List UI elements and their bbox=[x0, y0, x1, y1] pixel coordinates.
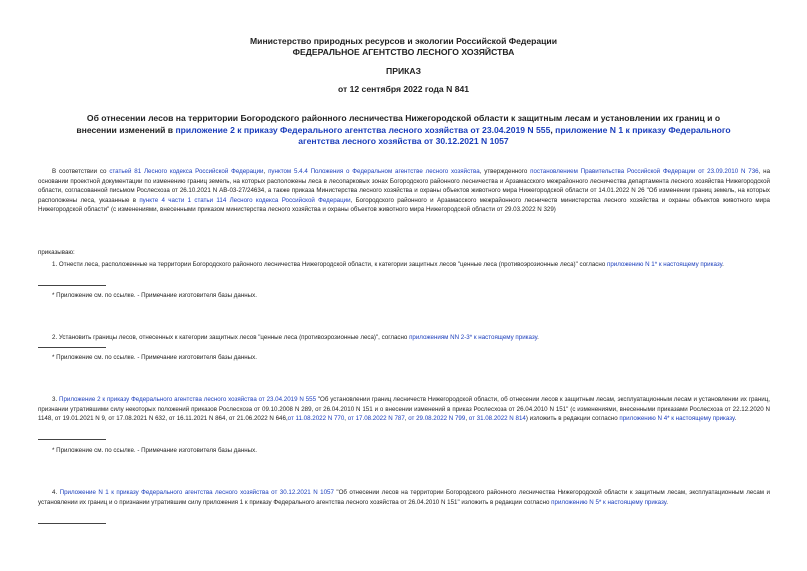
link-order-787[interactable]: от 17.08.2022 N 787 bbox=[347, 415, 405, 422]
item-3-text: ) изложить в редакции согласно bbox=[525, 415, 620, 422]
item-4-end: . bbox=[666, 498, 669, 506]
item-1-end: . bbox=[722, 261, 724, 268]
order-date: от 12 сентября 2022 года N 841 bbox=[337, 84, 470, 94]
item-3-text: , bbox=[344, 415, 348, 422]
title-separator: , bbox=[550, 124, 556, 135]
link-regulation-5-4-4[interactable]: пунктом 5.4.4 Положения о Федеральном агентстве лесного хозяйства bbox=[268, 168, 480, 175]
agency-name: ФЕДЕРАЛЬНОЕ АГЕНТСТВО ЛЕСНОГО ХОЗЯЙСТВА bbox=[292, 47, 515, 57]
link-forest-code-art81[interactable]: статьей 81 Лесного кодекса Российской Федерации bbox=[109, 168, 264, 175]
link-order-799[interactable]: от 29.08.2022 N 799 bbox=[408, 415, 466, 422]
footnote: * Приложение см. по ссылке. - Примечание изготовителя базы данных. bbox=[52, 354, 257, 361]
item-4-number: 4. bbox=[52, 489, 60, 496]
item-3-number: 3. bbox=[52, 396, 59, 403]
order-intro: приказываю: bbox=[38, 249, 75, 256]
item-2 bbox=[38, 333, 770, 343]
item-1-text: 1. Отнести леса, расположенные на территории Богородского районного лесничества Нижегородской области, к категории защитных лесов "ценные леса (противоэрозионные леса)" согласно bbox=[52, 261, 607, 268]
footnote-divider bbox=[38, 347, 106, 348]
item-2-text: 2. Установить границы лесов, отнесенных к категории защитных лесов "ценные леса (противоэрозионные леса)", согласно bbox=[52, 334, 410, 341]
link-order-814[interactable]: от 31.08.2022 N 814 bbox=[468, 415, 526, 422]
preamble-text: В соответствии со bbox=[52, 168, 110, 175]
item-3-text: , bbox=[404, 415, 409, 422]
footnote-divider bbox=[38, 523, 106, 524]
link-appendix-1-order-1057[interactable]: Приложение N 1 к приказу Федерального агентства лесного хозяйства от 30.12.2021 N 1057 bbox=[59, 489, 334, 496]
link-government-decree-736[interactable]: постановлением Правительства Российской Федерации от 23.09.2010 N 736 bbox=[530, 168, 759, 175]
link-forest-code-art114[interactable]: пункте 4 части 1 статьи 114 Лесного кодекса Российской Федерации bbox=[139, 196, 351, 204]
link-appendices-2-3[interactable]: приложениям NN 2-3* к настоящему приказу bbox=[409, 334, 538, 341]
footnote-divider bbox=[38, 285, 106, 286]
item-4-text: "Об отнесении лесов на территории Богородского районного лесничества Нижегородской области к защитным лесам, эксплуатационным лесам и установлении их границ и о признании утратившим силу приложения 1 к приказу Федерального агентства лесного хозяйства от 26.04.2010 N 151" изложить в редакции согласно bbox=[38, 489, 770, 506]
document-title bbox=[70, 113, 737, 148]
link-appendix-5[interactable]: приложению N 5* к настоящему приказу bbox=[551, 498, 667, 506]
item-2-end: . bbox=[537, 334, 539, 341]
title-link-order-555[interactable]: приложение 2 к приказу Федерального агентства лесного хозяйства от 23.04.2019 N 555 bbox=[175, 124, 551, 135]
item-4 bbox=[38, 488, 770, 507]
link-appendix-1[interactable]: приложению N 1* к настоящему приказу bbox=[606, 261, 723, 268]
preamble-text: , на основании проектной документации по изменению границ земель, на которых расположены леса в лесопарковых зонах Богородского районного лесничества и Арзамасского межрайонного лесничества департамента лесного хозяйства Нижегородской области, согласованной письмом Рослесхоза от 26.10.2021 N АВ-03-27/24634, а также приказа Министерства лесного хозяйства и охраны объектов животного мира Нижегородской области от 14.01.2022 N 26 "Об изменении границ земель, на которых расположены леса, указанные в bbox=[38, 168, 771, 204]
preamble-text: , утвержденного bbox=[479, 168, 531, 175]
item-1 bbox=[38, 260, 770, 270]
title-link-order-1057[interactable]: приложение N 1 к приказу Федерального агентства лесного хозяйства от 30.12.2021 N 1057 bbox=[298, 124, 731, 146]
footnote: * Приложение см. по ссылке. - Примечание изготовителя базы данных. bbox=[52, 292, 257, 299]
link-appendix-2-order-555[interactable]: Приложение 2 к приказу Федерального агентства лесного хозяйства от 23.04.2019 N 555 bbox=[59, 396, 317, 403]
item-3 bbox=[38, 395, 770, 424]
order-word: ПРИКАЗ bbox=[386, 66, 421, 76]
title-text: Об отнесении лесов на территории Богородского районного лесничества Нижегородской области к защитным лесам и установлении их границ и о внесении изменений в bbox=[76, 113, 721, 135]
item-3-end: . bbox=[734, 415, 737, 422]
ministry-name: Министерство природных ресурсов и экологии Российской Федерации bbox=[250, 36, 557, 46]
document-header bbox=[0, 36, 807, 58]
item-3-text: "Об установлении границ лесничеств Нижегородской области, об отнесении лесов к защитным лесам, эксплуатационным лесам и установлении их границ, признании утратившими силу некоторых положений приказов Рослесхоза от 09.10.2008 N 289, от 26.04.2010 N 151 и о внесении изменений в приказ Рослесхоза от 26.04.2010 N 151" (с изменениями, внесенными приказами Рослесхоза от 22.12.2020 N 1148, от 19.01.2021 N 9, от 17.08.2021 N 632, от 16.11.2021 N 864, от 21.06.2022 N 646, bbox=[38, 396, 770, 422]
link-order-770[interactable]: от 11.08.2022 N 770 bbox=[287, 415, 345, 422]
preamble-paragraph bbox=[38, 167, 770, 215]
preamble-text: , bbox=[263, 168, 269, 175]
link-appendix-4[interactable]: приложению N 4* к настоящему приказу bbox=[619, 415, 735, 422]
preamble-text: , Богородского районного и Арзамасского межрайонного лесничеств министерства лесного хозяйства и охраны объектов животного мира Нижегородской области" (с изменениями, внесенными приказом министерства лесного хозяйства и охраны объектов животного мира Нижегородской области от 29.03.2022 N 329) bbox=[38, 196, 770, 213]
footnote: * Приложение см. по ссылке. - Примечание изготовителя базы данных. bbox=[52, 447, 257, 454]
item-3-text: , bbox=[465, 415, 469, 422]
footnote-divider bbox=[38, 439, 106, 440]
